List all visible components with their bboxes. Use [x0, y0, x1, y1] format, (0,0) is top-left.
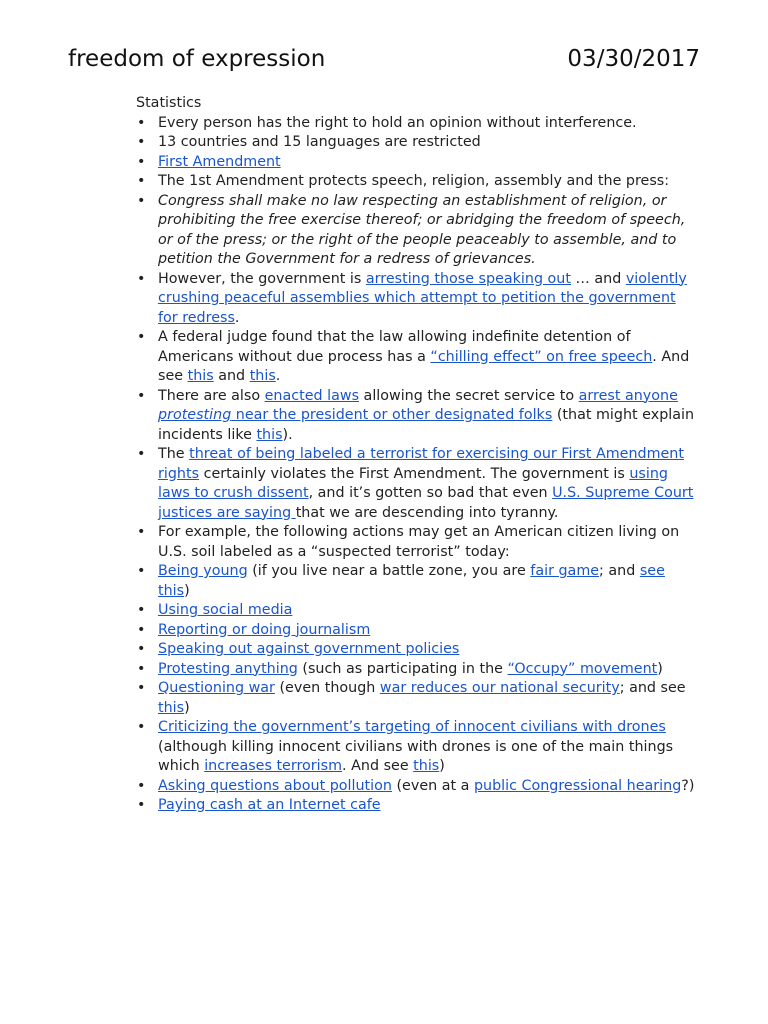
item-text: ) — [439, 758, 445, 774]
congressional-hearing-link[interactable]: public Congressional hearing — [473, 777, 682, 794]
supreme-court-link[interactable]: U.S. Supreme Court justices are saying — [158, 485, 694, 521]
internet-cafe-link[interactable]: Paying cash at an Internet cafe — [158, 797, 381, 813]
item-text: The 1st Amendment protects speech, religion, assembly and the press: — [158, 173, 670, 189]
list-item — [136, 718, 696, 777]
list-item — [136, 328, 696, 387]
item-text: (even at a — [391, 777, 474, 794]
link-text-italic: protesting — [158, 407, 232, 423]
questioning-war-link[interactable]: Questioning war — [158, 680, 275, 696]
occupy-movement-link[interactable]: “Occupy” movement — [507, 660, 658, 677]
pollution-link[interactable]: Asking questions about pollution — [158, 777, 392, 794]
item-text: ) — [184, 699, 190, 716]
item-text: Every person has the right to hold an opinion without interference. — [158, 114, 637, 131]
item-text: 13 countries and 15 languages are restricted — [158, 134, 481, 150]
journalism-link[interactable]: Reporting or doing journalism — [158, 621, 371, 638]
item-text: (if you live near a battle zone, you are — [247, 563, 531, 579]
document-body — [136, 94, 696, 816]
this-link[interactable]: this — [187, 368, 214, 384]
national-security-link[interactable]: war reduces our national security — [379, 680, 620, 696]
crushing-assemblies-link[interactable]: violently crushing peaceful assemblies which attempt to petition the government for redress — [158, 270, 687, 326]
list-item — [136, 133, 696, 153]
item-text: A federal judge found that the law allowing indefinite detention of Americans without due process has a — [158, 329, 631, 365]
item-text: ; and — [599, 563, 640, 579]
crush-dissent-link[interactable]: using laws to crush dissent — [158, 465, 668, 501]
enacted-laws-link[interactable]: enacted laws — [264, 387, 360, 404]
drones-link[interactable]: Criticizing the government’s targeting of innocent civilians with drones — [158, 719, 666, 735]
list-item — [136, 192, 696, 270]
item-text: ; and see — [619, 680, 686, 696]
item-text: ) — [184, 582, 190, 599]
item-text: (although killing innocent civilians with drones is one of the main things which — [158, 738, 674, 774]
list-item — [136, 172, 696, 192]
list-item — [136, 562, 696, 601]
item-text: The — [158, 446, 190, 462]
list-item — [136, 640, 696, 660]
fair-game-link[interactable]: fair game — [530, 563, 600, 579]
item-text: (that might explain incidents like — [158, 407, 695, 443]
list-item — [136, 387, 696, 446]
list-item — [136, 796, 696, 816]
list-item — [136, 601, 696, 621]
item-text: ). — [282, 426, 293, 443]
item-text: , and it’s gotten so bad that even — [308, 485, 553, 501]
increases-terrorism-link[interactable]: increases terrorism — [204, 758, 343, 774]
document-title: freedom of expression — [68, 46, 326, 72]
item-text: ) — [657, 660, 663, 677]
list-item — [136, 523, 696, 562]
list-item — [136, 445, 696, 523]
item-text: (such as participating in the — [297, 660, 508, 677]
item-text: However, the government is — [158, 270, 366, 287]
list-item — [136, 114, 696, 134]
arresting-link[interactable]: arresting those speaking out — [365, 270, 571, 287]
being-young-link[interactable]: Being young — [158, 563, 248, 579]
this-link[interactable]: this — [256, 426, 283, 443]
section-heading: Statistics — [136, 95, 202, 111]
item-text: that we are descending into tyranny. — [295, 504, 559, 521]
item-text: . — [234, 309, 240, 326]
item-text: For example, the following actions may get an American citizen living on U.S. soil labeled as a “suspected terrorist” today: — [158, 524, 680, 560]
list-item — [136, 660, 696, 680]
list-item — [136, 270, 696, 329]
item-text: (even though — [274, 680, 380, 696]
list-item — [136, 153, 696, 173]
item-text: certainly violates the First Amendment. The government is — [199, 465, 630, 482]
list-item — [136, 777, 696, 797]
list-item — [136, 621, 696, 641]
amendment-quote: Congress shall make no law respecting an establishment of religion, or prohibiting the free exercise thereof; or abridging the freedom of speech, or of the press; or the right of the people peaceably to assemble, and to petition the Government for a redress of grievances. — [158, 192, 686, 267]
item-text: allowing the secret service to — [359, 387, 579, 404]
see-this-link[interactable]: see this — [158, 563, 665, 599]
item-text: . — [275, 368, 281, 384]
item-text: … and — [570, 270, 626, 287]
document-date: 03/30/2017 — [567, 46, 700, 72]
this-link[interactable]: this — [413, 758, 440, 774]
this-link[interactable]: this — [249, 368, 276, 384]
social-media-link[interactable]: Using social media — [158, 602, 293, 618]
item-text: ?) — [681, 777, 695, 794]
speaking-out-link[interactable]: Speaking out against government policies — [158, 641, 460, 657]
terrorist-label-link[interactable]: threat of being labeled a terrorist for exercising our First Amendment rights — [158, 446, 684, 482]
list-item — [136, 679, 696, 718]
item-text: and — [213, 368, 250, 384]
chilling-effect-link[interactable]: “chilling effect” on free speech — [430, 348, 653, 365]
link-text: near the president or other designated folks — [231, 407, 553, 423]
first-amendment-link[interactable]: First Amendment — [158, 153, 281, 170]
item-text: . And see — [158, 348, 690, 384]
this-link[interactable]: this — [158, 699, 185, 716]
item-text: There are also — [158, 387, 265, 404]
item-text: . And see — [342, 758, 414, 774]
protesting-link[interactable]: Protesting anything — [158, 660, 298, 677]
bullet-list — [136, 114, 696, 816]
link-text: arrest anyone — [578, 387, 678, 404]
